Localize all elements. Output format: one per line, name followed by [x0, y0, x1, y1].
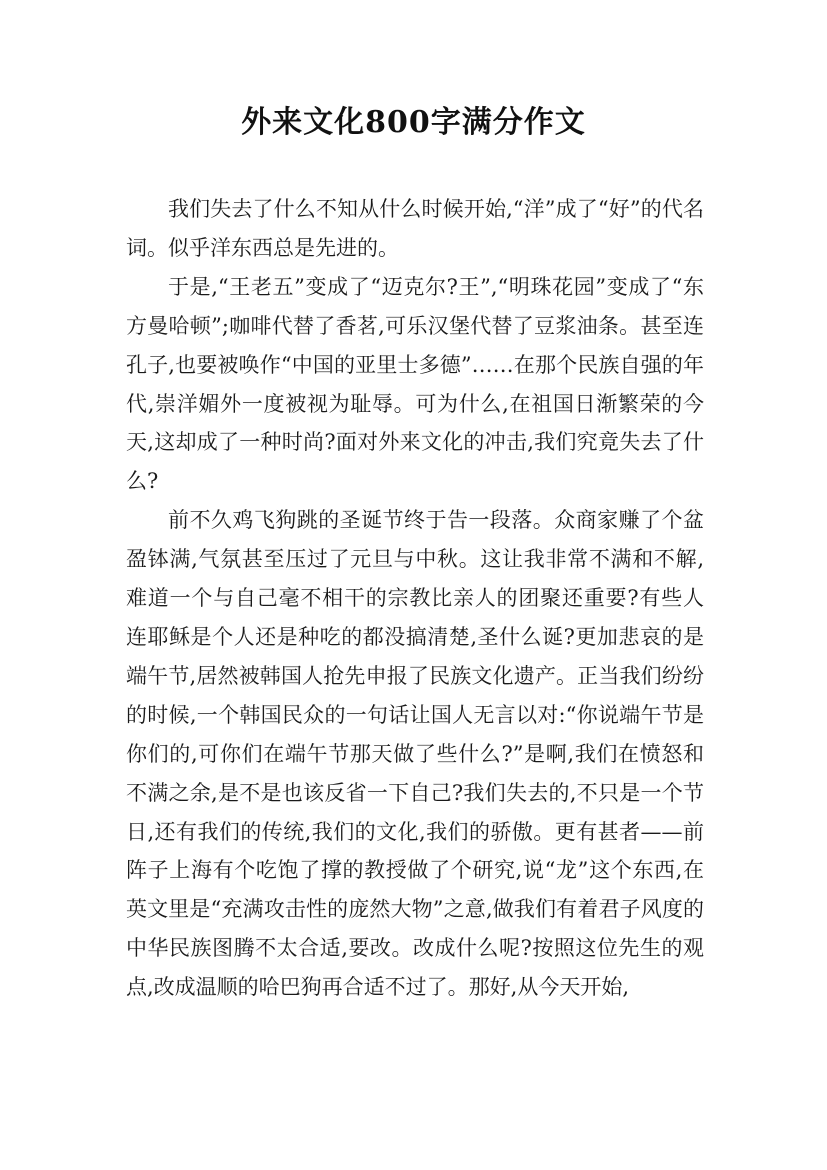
document-title: 外来文化800字满分作文 [241, 105, 586, 140]
paragraph-1: 我们失去了什么不知从什么时候开始,“洋”成了“好”的代名词。似乎洋东西总是先进的。 [126, 197, 704, 260]
paragraph-2: 于是,“王老五”变成了“迈克尔?王”,“明珠花园”变成了“东方曼哈顿”;咖啡代替了香茗,可乐汉堡代替了豆浆油条。甚至连孔子,也要被唤作“中国的亚里士多德”……在那个民族自强的年代,崇洋媚外一度被视为耻辱。可为什么,在祖国日渐繁荣的今天,这却成了一种时尚?面对外来文化的冲击,我们究竟失去了什么? [126, 274, 704, 494]
document-body [126, 190, 704, 1007]
paragraph-3: 前不久鸡飞狗跳的圣诞节终于告一段落。众商家赚了个盆盈钵满,气氛甚至压过了元旦与中秋。这让我非常不满和不解,难道一个与自己毫不相干的宗教比亲人的团聚还重要?有些人连耶稣是个人还是种吃的都没搞清楚,圣什么诞?更加悲哀的是端午节,居然被韩国人抢先申报了民族文化遗产。正当我们纷纷的时候,一个韩国民众的一句话让国人无言以对:“你说端午节是你们的,可你们在端午节那天做了些什么?”是啊,我们在愤怒和不满之余,是不是也该反省一下自己?我们失去的,不只是一个节日,还有我们的传统,我们的文化,我们的骄傲。更有甚者——前阵子上海有个吃饱了撑的教授做了个研究,说“龙”这个东西,在英文里是“充满攻击性的庞然大物”之意,做我们有着君子风度的中华民族图腾不太合适,要改。改成什么呢?按照这位先生的观点,改成温顺的哈巴狗再合适不过了。那好,从今天开始, [126, 508, 704, 1000]
